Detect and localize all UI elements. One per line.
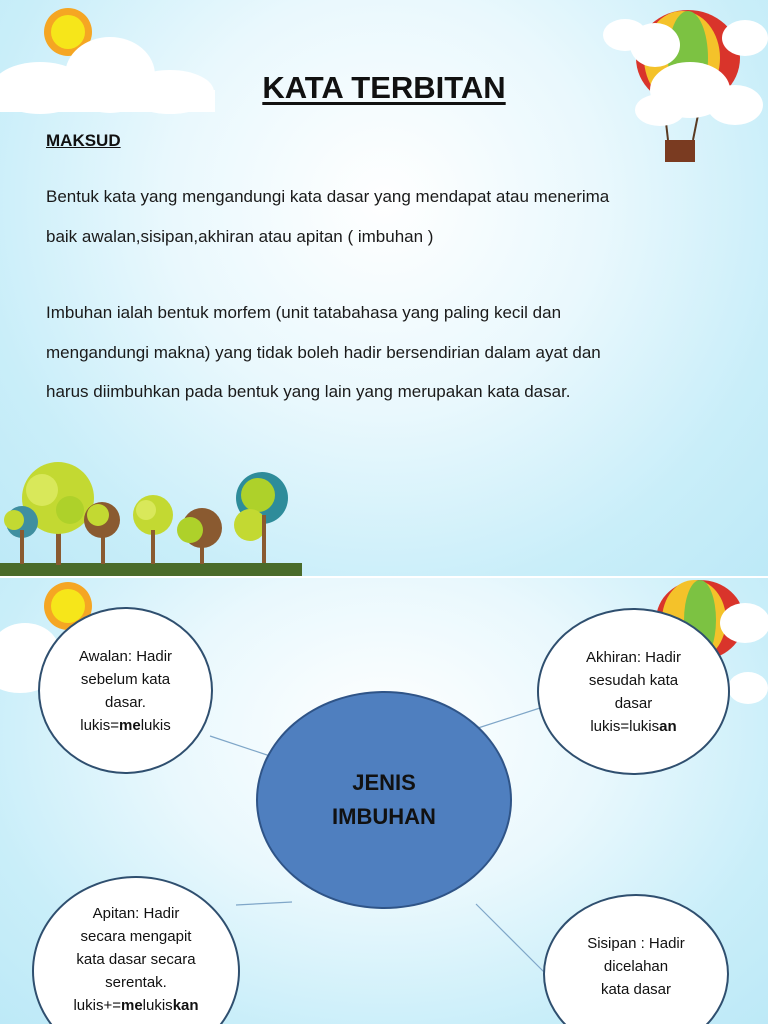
paragraph-line: mengandungi makna) yang tidak boleh hadir bersendirian dalam ayat dan	[46, 342, 601, 362]
bubble-line: dasar.	[105, 693, 146, 711]
definition-paragraph	[46, 177, 736, 256]
page-title: KATA TERBITAN	[262, 70, 506, 105]
trees-icon	[0, 462, 302, 576]
bubble-line: sesudah kata	[588, 671, 679, 689]
bubble-line: secara mengapit	[80, 927, 192, 945]
paragraph-line: Bentuk kata yang mengandungi kata dasar yang mendapat atau menerima	[46, 187, 610, 206]
bubble-example: lukis=lukisan	[590, 717, 677, 735]
bubble-line: dicelahan	[603, 957, 669, 975]
slide-jenis-imbuhan	[0, 578, 768, 1024]
center-label-line: IMBUHAN	[332, 804, 436, 829]
center-label-line: JENIS	[352, 770, 416, 795]
center-circle-jenis-imbuhan	[256, 691, 512, 909]
bubble-line: dasar	[614, 694, 653, 712]
bubble-line: Akhiran: Hadir	[585, 648, 682, 666]
bubble-line: sebelum kata	[80, 670, 171, 688]
bubble-awalan	[38, 607, 213, 774]
bubble-line: serentak.	[105, 973, 167, 991]
bubble-line: kata dasar	[600, 980, 672, 998]
bubble-line: Awalan: Hadir	[78, 647, 173, 665]
bubble-example: lukis+=melukiskan	[73, 996, 199, 1014]
paragraph-line: baik awalan,sisipan,akhiran atau apitan ( imbuhan )	[46, 226, 434, 246]
bubble-example: lukis=melukis	[80, 716, 171, 734]
section-heading: MAKSUD	[46, 131, 121, 150]
bubble-line: Apitan: Hadir	[92, 904, 180, 922]
bubble-line: Sisipan : Hadir	[587, 934, 685, 952]
bubble-line: kata dasar secara	[76, 950, 196, 968]
imbuhan-paragraph	[46, 293, 736, 412]
paragraph-line: Imbuhan ialah bentuk morfem (unit tatabahasa yang paling kecil dan	[46, 303, 562, 322]
bubble-akhiran	[537, 608, 730, 775]
paragraph-line: harus diimbuhkan pada bentuk yang lain yang merupakan kata dasar.	[46, 382, 571, 401]
